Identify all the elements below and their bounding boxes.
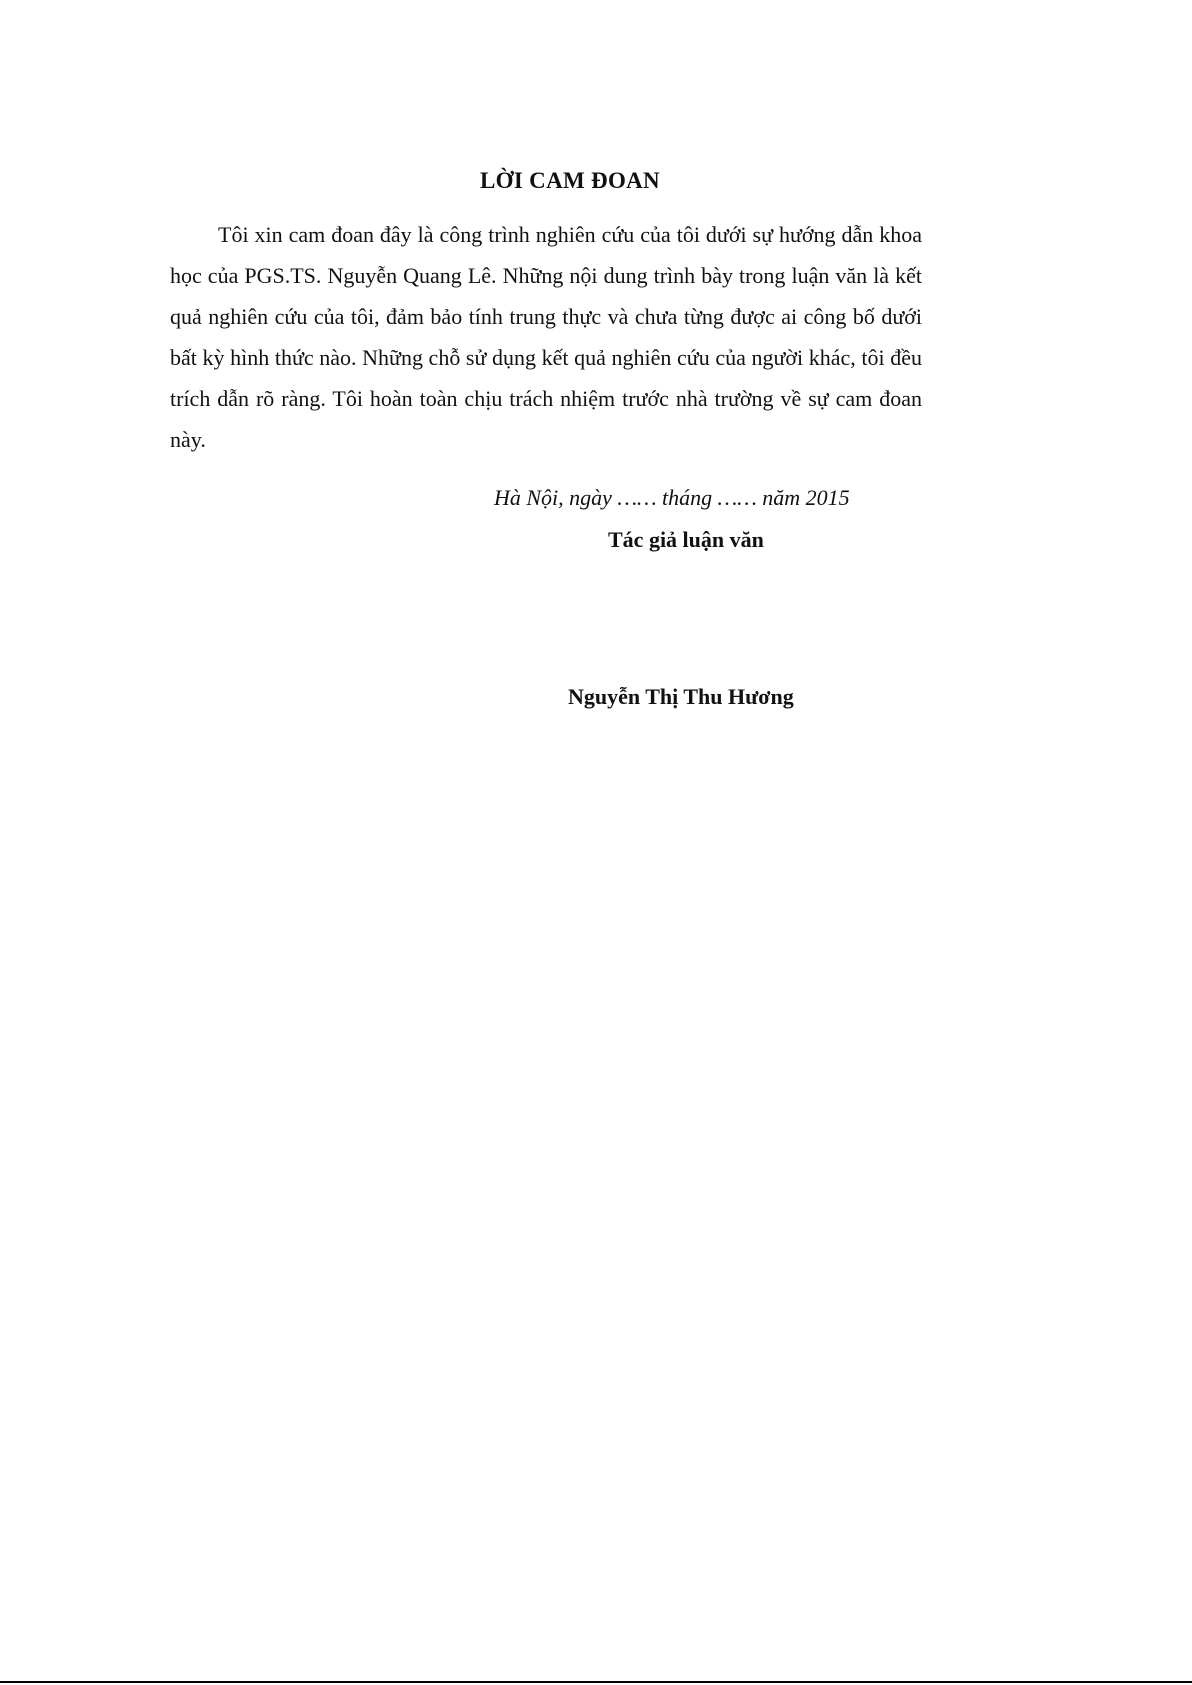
bottom-divider xyxy=(0,1681,1192,1683)
declaration-paragraph: Tôi xin cam đoan đây là công trình nghiên cứu của tôi dưới sự hướng dẫn khoa học của PGS.TS. Nguyễn Quang Lê. Những nội dung trình bày trong luận văn là kết quả nghiên cứu của tôi, đảm bảo tính trung thực và chưa từng được ai công bố dưới bất kỳ hình thức nào. Những chỗ sử dụng kết quả nghiên cứu của người khác, tôi đều trích dẫn rõ ràng. Tôi hoàn toàn chịu trách nhiệm trước nhà trường về sự cam đoan này. xyxy=(170,222,922,452)
page-title: LỜI CAM ĐOAN xyxy=(480,168,660,193)
author-name: Nguyễn Thị Thu Hương xyxy=(568,684,794,709)
date-line: Hà Nội, ngày …… tháng …… năm 2015 xyxy=(494,485,850,510)
author-label: Tác giả luận văn xyxy=(608,527,764,552)
